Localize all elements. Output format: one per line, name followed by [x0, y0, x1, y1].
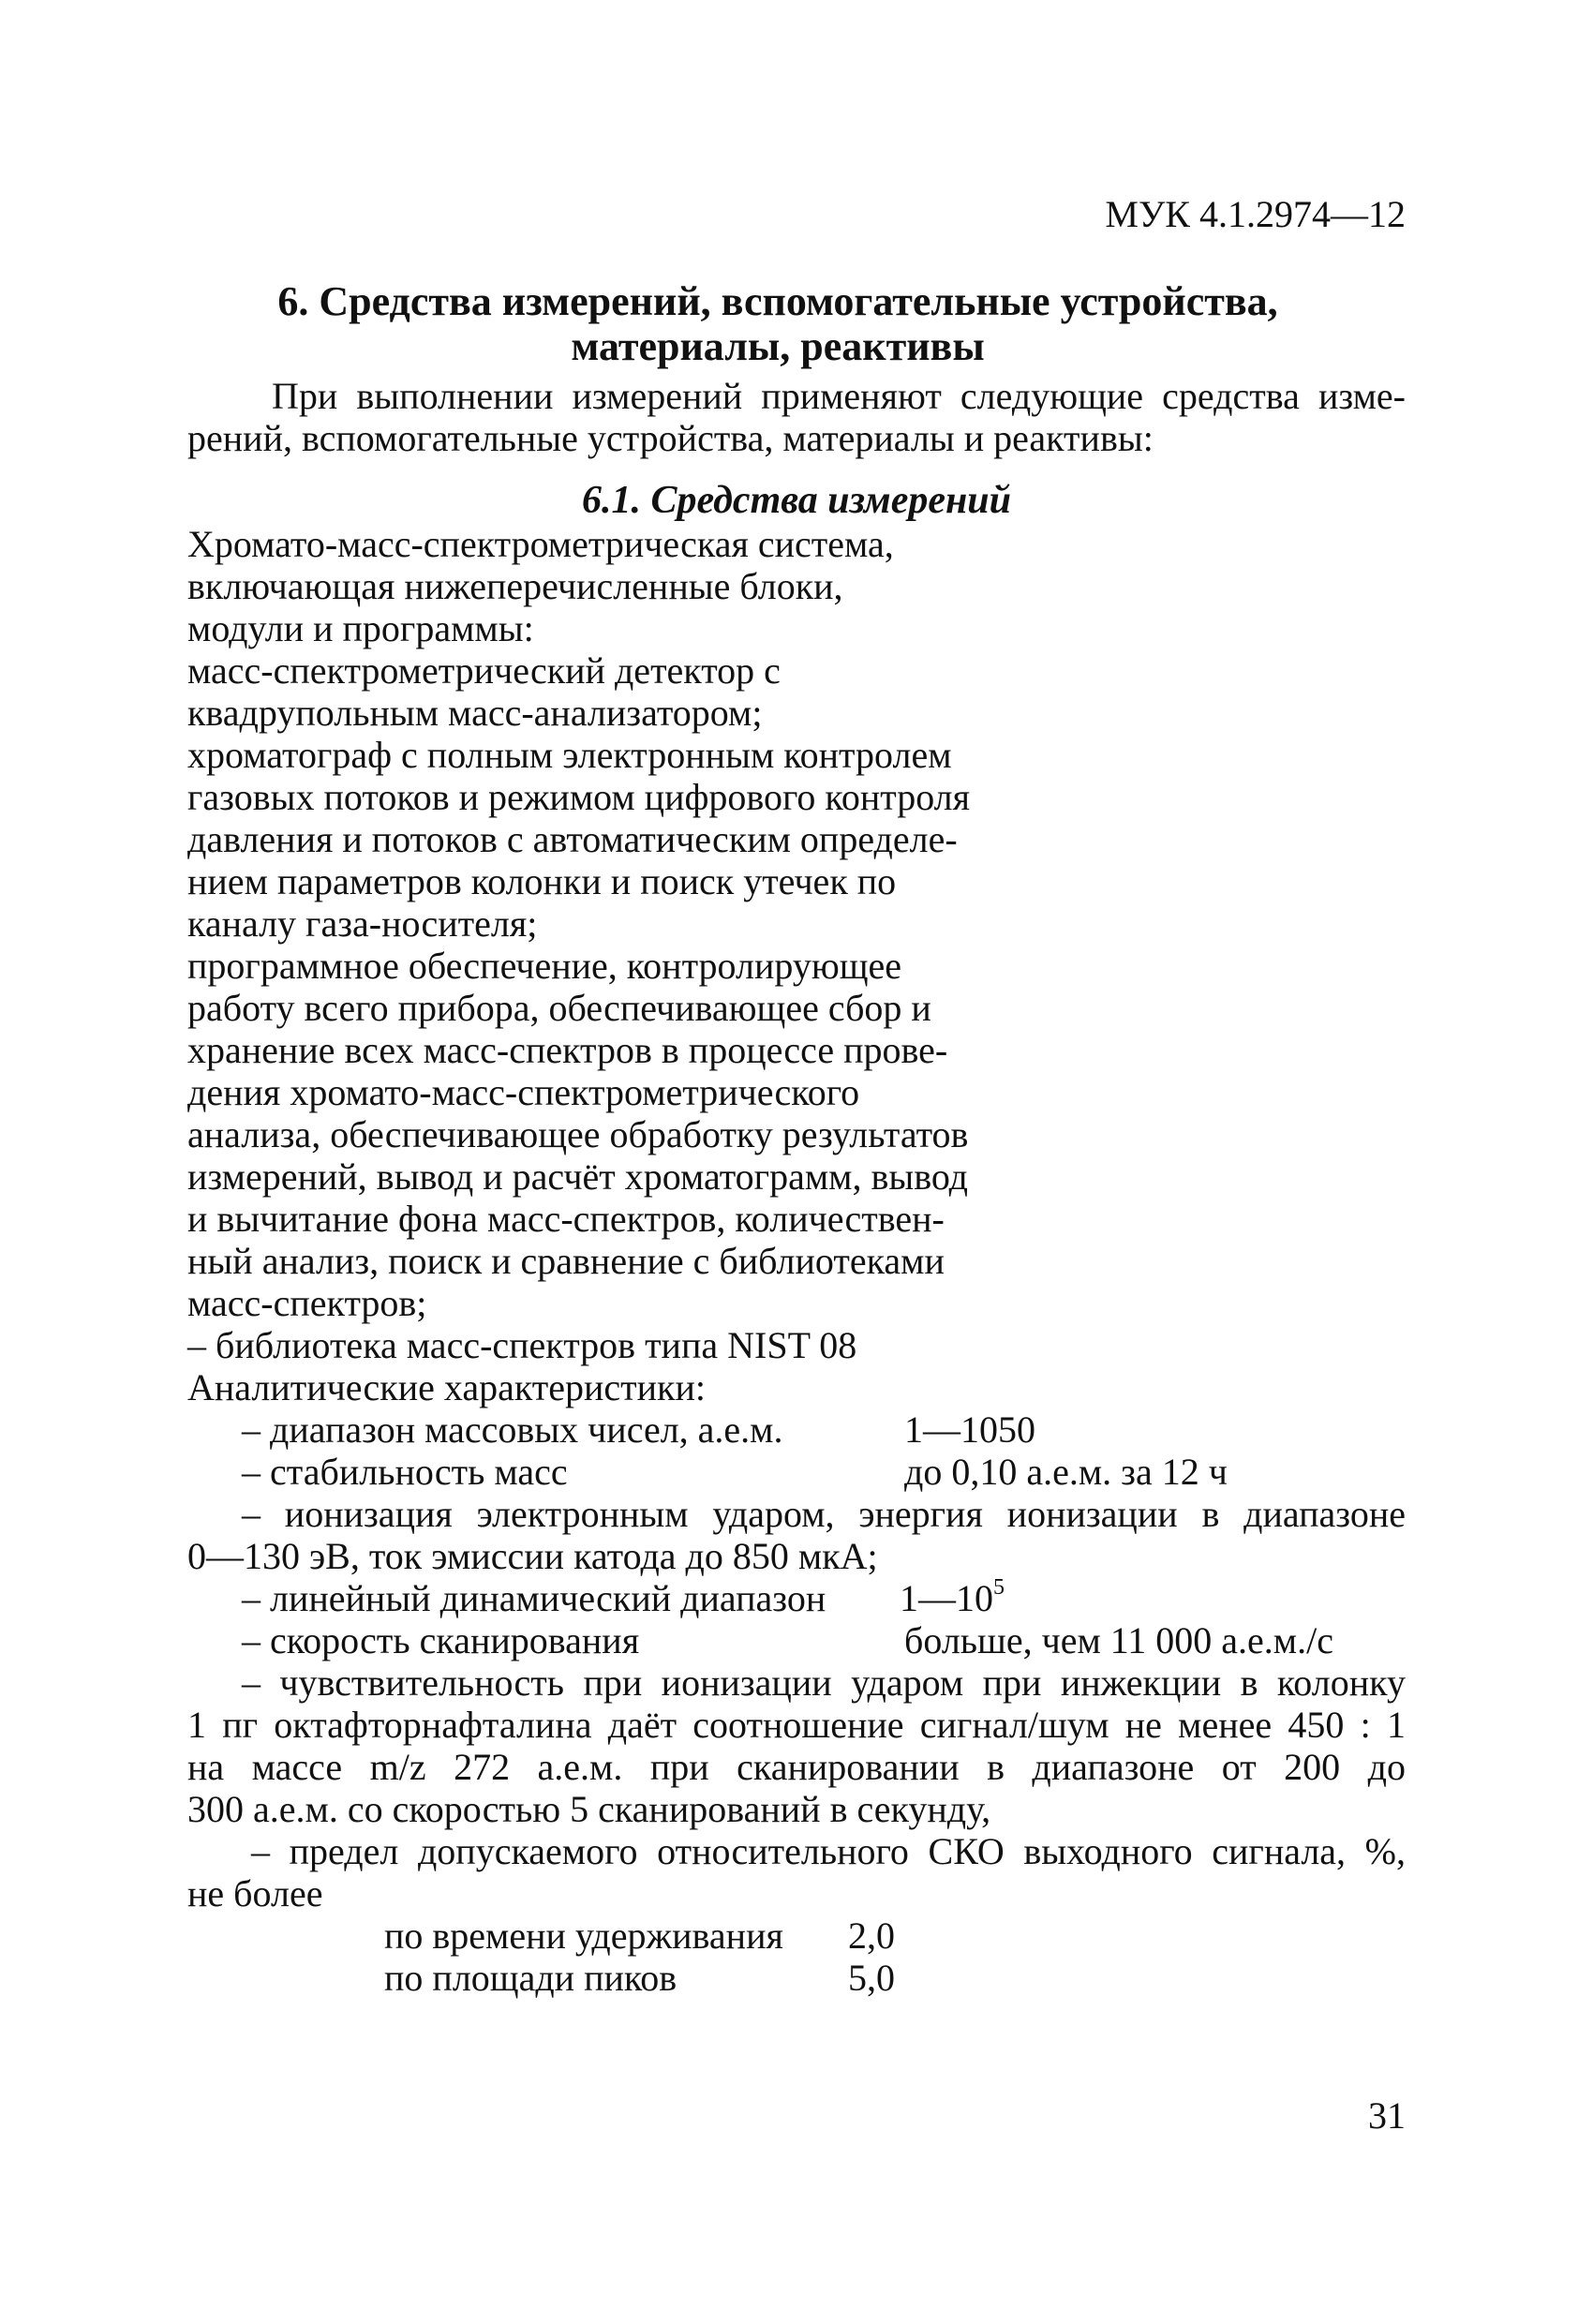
sensitivity-line-3: на массе m/z 272 а.е.м. при сканировании в диапазоне от 200 до — [187, 1746, 1406, 1788]
description-line: давления и потоков с автоматическим определе- — [187, 818, 958, 860]
ionization-line-2: 0—130 эВ, ток эмиссии катода до 850 мкА; — [187, 1535, 878, 1577]
description-line: и вычитание фона масс-спектров, количествен- — [187, 1198, 945, 1240]
description-line: дения хромато-масс-спектрометрического — [187, 1071, 860, 1113]
rsd-retention-label: по времени удерживания — [384, 1914, 783, 1957]
description-line: газовых потоков и режимом цифрового контроля — [187, 776, 971, 818]
spec-value — [900, 1577, 1005, 1619]
spec-label: – скорость сканирования — [242, 1619, 640, 1661]
subsection-title: 6.1. Средства измерений — [581, 479, 1012, 522]
rsd-line-1: – предел допускаемого относительного СКО выходного сигнала, %, — [251, 1830, 1406, 1872]
description-line: измерений, вывод и расчёт хроматограмм, вывод — [187, 1155, 969, 1198]
rsd-paragraph — [187, 1830, 1406, 1914]
description-line: каналу газа-носителя; — [187, 902, 538, 945]
sensitivity-line-4: 300 а.е.м. со скоростью 5 сканирований в секунду, — [187, 1788, 991, 1830]
section-intro — [187, 375, 1406, 459]
description-line: включающая нижеперечисленные блоки, — [187, 565, 843, 607]
description-line: нием параметров колонки и поиск утечек по — [187, 860, 897, 902]
rsd-line-2: не более — [187, 1872, 323, 1914]
description-line: модули и программы: — [187, 607, 534, 649]
rsd-peak-area-label: по площади пиков — [384, 1957, 677, 1999]
section-title-line-1: 6. Средства измерений, вспомогательные устройства, — [277, 278, 1278, 324]
spec-value: больше, чем 11 000 а.е.м./с — [904, 1619, 1333, 1661]
spec-label: – линейный динамический диапазон — [242, 1577, 826, 1619]
description-line: анализа, обеспечивающее обработку результатов — [187, 1113, 969, 1155]
ionization-paragraph — [187, 1493, 1406, 1577]
spec-label: – стабильность масс — [242, 1451, 568, 1493]
description-line: программное обеспечение, контролирующее — [187, 945, 902, 987]
description-line: хранение всех масс-спектров в процессе прове- — [187, 1029, 948, 1071]
description-line: работу всего прибора, обеспечивающее сбор и — [187, 987, 931, 1029]
description-line: хроматограф с полным электронным контролем — [187, 734, 952, 776]
page-number: 31 — [1368, 2094, 1406, 2137]
description-line: – библиотека масс-спектров типа NIST 08 — [187, 1324, 857, 1366]
dynamic-range-exponent: 5 — [993, 1575, 1005, 1600]
spec-value: 1—1050 — [904, 1408, 1035, 1451]
sensitivity-line-2: 1 пг октафторнафталина даёт соотношение сигнал/шум не менее 450 : 1 — [187, 1704, 1406, 1746]
section-title — [169, 279, 1387, 369]
description-line: масс-спектров; — [187, 1282, 427, 1324]
description-line: масс-спектрометрический детектор с — [187, 649, 781, 692]
equipment-description — [187, 523, 1031, 1366]
ionization-line-1: – ионизация электронным ударом, энергия ионизации в диапазоне — [242, 1493, 1406, 1535]
rsd-peak-area-value: 5,0 — [848, 1957, 895, 1999]
dynamic-range-base: 1—10 — [900, 1577, 993, 1619]
intro-line-2: рений, вспомогательные устройства, материалы и реактивы: — [187, 417, 1154, 459]
sensitivity-paragraph — [187, 1661, 1406, 1830]
analytic-characteristics-title: Аналитические характеристики: — [187, 1366, 706, 1408]
description-line: ный анализ, поиск и сравнение с библиотеками — [187, 1240, 945, 1282]
rsd-retention-value: 2,0 — [848, 1914, 895, 1957]
document-code: МУК 4.1.2974—12 — [1105, 193, 1406, 235]
spec-label: – диапазон массовых чисел, а.е.м. — [242, 1408, 783, 1451]
description-line: Хромато-масс-спектрометрическая система, — [187, 523, 894, 565]
sensitivity-line-1: – чувствительность при ионизации ударом при инжекции в колонку — [242, 1661, 1406, 1704]
description-line: квадрупольным масс-анализатором; — [187, 692, 763, 734]
intro-line-1: При выполнении измерений применяют следующие средства изме- — [272, 375, 1406, 417]
spec-value: до 0,10 а.е.м. за 12 ч — [904, 1451, 1228, 1493]
section-title-line-2: материалы, реактивы — [571, 323, 985, 369]
